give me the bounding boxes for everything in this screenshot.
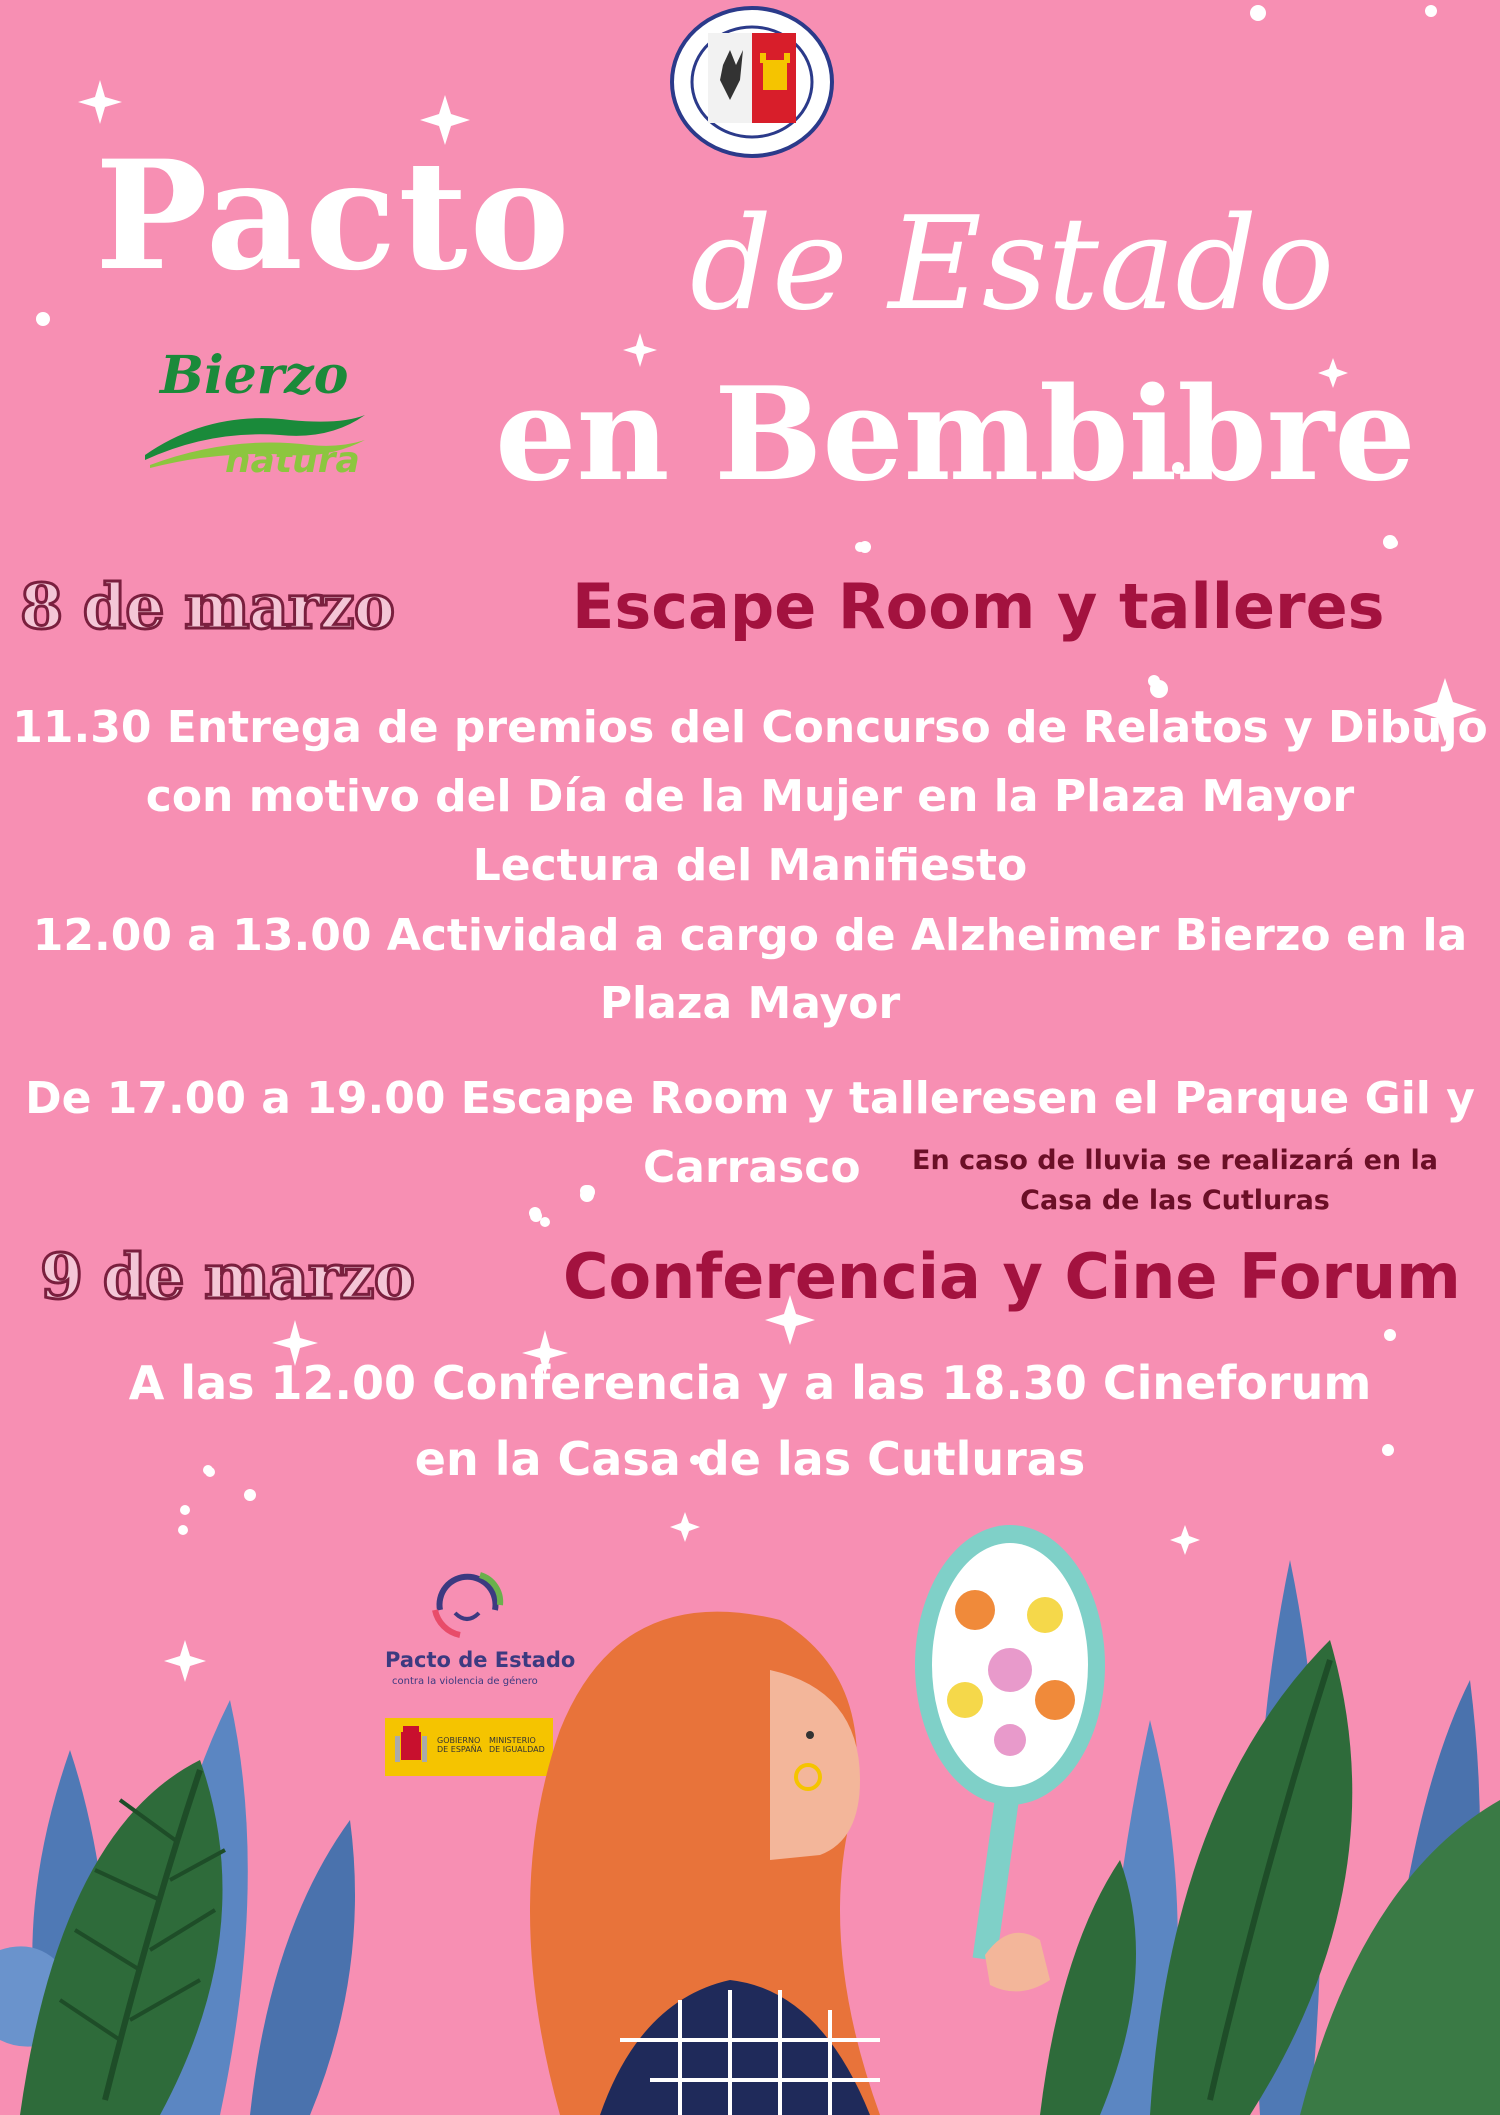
section-title-escape-room: Escape Room y talleres bbox=[572, 570, 1385, 643]
section-title-conferencia: Conferencia y Cine Forum bbox=[563, 1240, 1461, 1313]
event-line: en la Casa de las Cutluras bbox=[414, 1432, 1086, 1486]
bierzo-logo-text: Bierzo bbox=[160, 345, 349, 406]
title-de-estado: de Estado bbox=[690, 190, 1335, 339]
illustration bbox=[0, 1500, 1500, 2115]
event-line: 11.30 Entrega de premios del Concurso de Relatos y Dibujo bbox=[12, 702, 1488, 753]
municipal-seal-icon bbox=[668, 5, 836, 160]
title-en-bembibre: en Bembibre bbox=[495, 360, 1416, 510]
date-march-8: 8 de marzo bbox=[20, 570, 395, 643]
rain-note-line1: En caso de lluvia se realizará en la bbox=[912, 1145, 1438, 1176]
title-pacto: Pacto bbox=[95, 128, 572, 304]
event-line: Carrasco bbox=[643, 1142, 861, 1193]
event-line: 12.00 a 13.00 Actividad a cargo de Alzheimer Bierzo en la bbox=[32, 910, 1468, 961]
gov-text-1: GOBIERNO DE ESPAÑA bbox=[437, 1736, 483, 1754]
gov-text-2: MINISTERIO DE IGUALDAD bbox=[489, 1736, 545, 1754]
event-line: Lectura del Manifiesto bbox=[472, 840, 1028, 891]
pacto-logo-subtitle: contra la violencia de género bbox=[392, 1676, 538, 1687]
event-line: A las 12.00 Conferencia y a las 18.30 Cineforum bbox=[128, 1356, 1372, 1410]
event-line: De 17.00 a 19.00 Escape Room y talleresen el Parque Gil y bbox=[25, 1073, 1475, 1124]
event-line: con motivo del Día de la Mujer en la Plaza Mayor bbox=[145, 771, 1355, 822]
rain-note-line2: Casa de las Cutluras bbox=[1020, 1185, 1330, 1216]
date-march-9: 9 de marzo bbox=[40, 1240, 415, 1313]
event-line: Plaza Mayor bbox=[599, 978, 901, 1029]
woman-figure-icon bbox=[530, 1612, 880, 2115]
hand-mirror-icon bbox=[915, 1525, 1105, 1991]
natura-logo-text: natura bbox=[225, 440, 360, 481]
pacto-logo-title: Pacto de Estado bbox=[385, 1648, 576, 1672]
